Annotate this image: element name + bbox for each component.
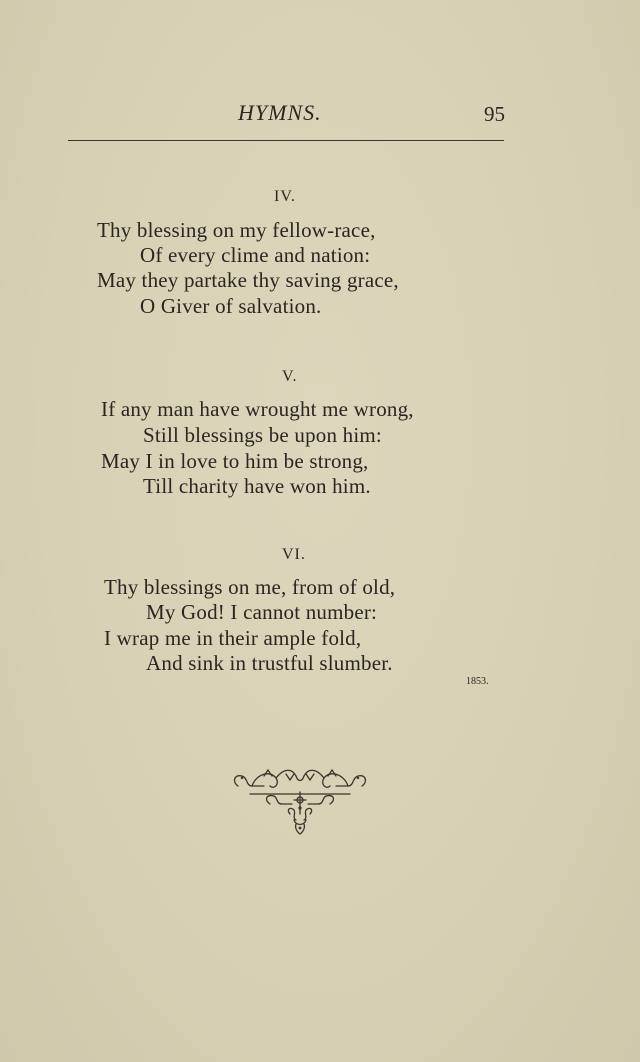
stanza-vi-line-2: My God! I cannot number:	[146, 600, 378, 624]
stanza-iv-line-1: Thy blessing on my fellow-race,	[97, 218, 376, 242]
page-number: 95	[484, 102, 505, 126]
stanza-number-v: V.	[282, 368, 298, 385]
stanza-number-iv: IV.	[274, 188, 296, 205]
stanza-iv-line-4: O Giver of salvation.	[140, 294, 322, 318]
stanza-iv-line-2: Of every clime and nation:	[140, 243, 371, 267]
running-title: HYMNS.	[238, 100, 322, 125]
stanza-vi-line-3: I wrap me in their ample fold,	[104, 626, 362, 650]
stanza-vi-line-1: Thy blessings on me, from of old,	[104, 575, 396, 599]
decorative-scroll-ornament	[230, 764, 370, 836]
stanza-v-line-1: If any man have wrought me wrong,	[101, 397, 414, 421]
stanza-vi-line-4: And sink in trustful slumber.	[146, 651, 393, 675]
stanza-v-line-3: May I in love to him be strong,	[101, 449, 369, 473]
stanza-v-line-2: Still blessings be upon him:	[143, 423, 382, 447]
stanza-v-line-4: Till charity have won him.	[143, 474, 371, 498]
stanza-iv-line-3: May they partake thy saving grace,	[97, 268, 399, 292]
stanza-number-vi: VI.	[282, 546, 306, 563]
date-stamp: 1853.	[466, 676, 489, 687]
header-rule	[68, 140, 504, 141]
